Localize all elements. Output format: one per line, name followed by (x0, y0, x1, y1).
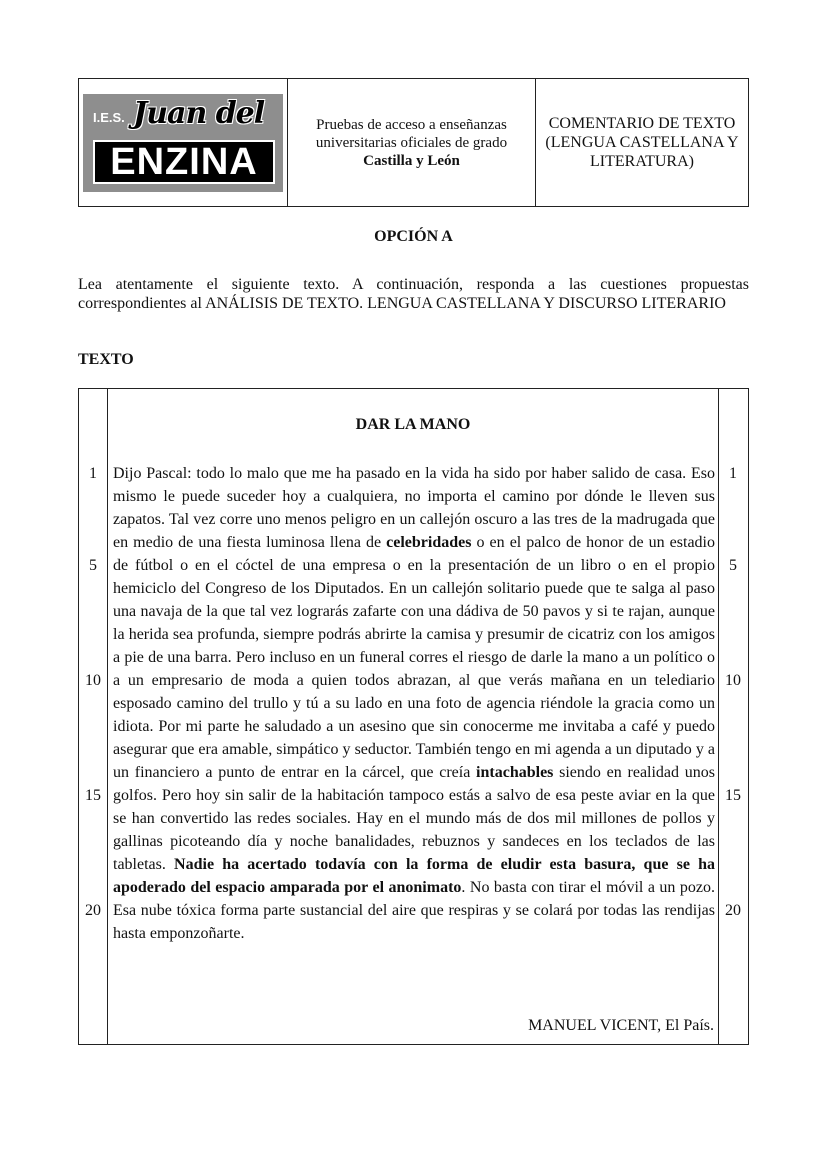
line-number-left: 15 (85, 787, 101, 804)
logo-block (93, 140, 275, 184)
logo-script-text: Juan del (133, 95, 265, 131)
exam-header (78, 78, 749, 207)
left-margin-divider (107, 389, 108, 1044)
line-number-right: 10 (725, 672, 741, 689)
article-text-segment: o en el palco de honor de un estadio de fútbol o en el cóctel de una empresa o en la presentación de un libro o en el propio hemiciclo del Congreso de los Diputados. En un callejón solitario puede que te salga al paso una navaja de la que tal vez lograrás zafarte con una dádiva de 50 pavos y si te rajan, aunque la herida sea profunda, siempre podrás abrirte la camisa y presumir de cicatriz con los amigos a pie de una barra. Pero incluso en un funeral corres el riesgo de darle la mano a un político o a un empresario de moda a quien todos abrazan, al que verás mañana en un telediario esposado camino del trullo y tú a su lado en una foto de agencia riéndole la gracia como un idiota. Por mi parte he saludado a un asesino que sin conocerme me invitaba a café y puedo asegurar que era amable, simpático y seductor. También tengo en mi agenda a un diputado y a un financiero a punto de entrar en la cárcel, que creía (113, 534, 715, 781)
exam-info-cell (288, 79, 536, 206)
subject-line-1: COMENTARIO DE TEXTO (548, 115, 736, 132)
instructions: Lea atentamente el siguiente texto. A continuación, responda a las cuestiones propuestas correspondientes al ANÁLISIS DE TEXTO. LENGUA CASTELLANA Y DISCURSO LITERARIO (78, 276, 749, 312)
article-bold-segment: celebridades (386, 534, 472, 551)
article-body (113, 462, 715, 945)
logo-cell (79, 79, 288, 206)
line-number-left: 1 (89, 465, 97, 482)
option-title: OPCIÓN A (374, 228, 453, 245)
article-text-segment: . No basta con tirar el móvil a un pozo. Esa nube tóxica forma parte sustancial del aire que respiras y se colará por todas las rendijas hasta emponzoñarte. (113, 879, 716, 942)
line-number-right: 20 (725, 902, 741, 919)
texto-label: TEXTO (78, 351, 134, 368)
exam-info-line-2: universitarias oficiales de grado (315, 134, 508, 151)
article-author: MANUEL VICENT, El País. (528, 1017, 714, 1034)
right-margin-divider (718, 389, 719, 1044)
school-logo (83, 94, 283, 192)
line-number-left: 5 (89, 557, 97, 574)
line-number-left: 20 (85, 902, 101, 919)
line-number-right: 15 (725, 787, 741, 804)
line-number-left: 10 (85, 672, 101, 689)
article-title: DAR LA MANO (355, 416, 471, 433)
exam-info-line-1: Pruebas de acceso a enseñanzas (316, 116, 507, 133)
article-text-segment: Dijo Pascal: todo lo malo que me ha pasado en la vida ha sido por haber salido de casa. Eso mismo le puede suceder hoy a cualquiera, no importa el camino por dónde le lleven sus zapatos. Tal vez corre uno menos peligro en un callejón oscuro a las tres de la madrugada que en medio de una fiesta luminosa llena de (113, 465, 715, 551)
exam-info-region: Castilla y León (363, 152, 460, 169)
line-number-right: 1 (729, 465, 737, 482)
article-bold-segment: Nadie ha acertado todavía con la forma de eludir esta basura, que se ha apoderado del espacio amparada por el anonimato (113, 856, 716, 896)
logo-ies-text: I.E.S. (93, 109, 125, 125)
article-text-segment: siendo en realidad unos golfos. Pero hoy sin salir de la habitación tampoco estás a salvo de esa peste aviar en la que se han convertido las redes sociales. Hay en el mundo más de dos mil millones de pollos y gallinas picoteando día y noche banalidades, rebuznos y sandeces en los teclados de las tabletas. (113, 764, 716, 873)
article-bold-segment: intachables (476, 764, 554, 781)
subject-line-3: LITERATURA) (590, 153, 694, 170)
exam-subject-cell (536, 79, 748, 206)
logo-enzina-text: ENZINA (110, 140, 258, 183)
line-number-right: 5 (729, 557, 737, 574)
text-box (78, 388, 749, 1045)
article-paragraph (113, 462, 715, 945)
subject-line-2: (LENGUA CASTELLANA Y (545, 134, 739, 151)
